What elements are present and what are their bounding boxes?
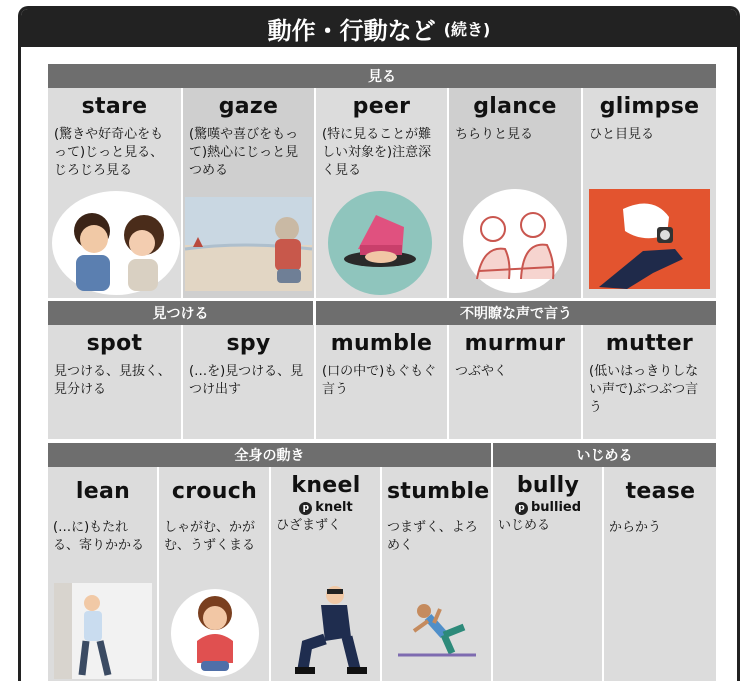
vocabulary-panel xyxy=(18,6,740,681)
word-spot: spot xyxy=(86,331,143,356)
section-header-miru: 見る xyxy=(48,64,716,88)
def-mutter: (低いはっきりしない声で)ぶつぶつ言う xyxy=(589,364,699,415)
def-bully: いじめる xyxy=(498,518,551,533)
def-mumble: (口の中で)もぐもぐ言う xyxy=(322,364,437,397)
card-tease xyxy=(604,467,716,681)
word-kneel: kneel xyxy=(291,473,361,498)
word-murmur: murmur xyxy=(464,331,566,356)
card-murmur xyxy=(449,325,581,439)
gaze-illustration xyxy=(183,187,314,295)
title-banner xyxy=(21,9,737,47)
row-divider-2 xyxy=(48,439,716,442)
word-mumble: mumble xyxy=(330,331,433,356)
word-gaze: gaze xyxy=(218,94,279,119)
word-bully: bully xyxy=(516,473,580,498)
word-stumble: stumble xyxy=(387,479,490,504)
glimpse-illustration xyxy=(583,187,716,295)
past-tense-marker: p xyxy=(515,502,528,515)
def-murmur: つぶやく xyxy=(455,364,508,379)
past-kneel: knelt xyxy=(315,500,353,515)
section-header-mitsukeru: 見つける xyxy=(48,301,313,325)
card-mumble xyxy=(316,325,447,439)
page-subtitle: (続き) xyxy=(443,19,491,39)
card-spot xyxy=(48,325,181,439)
word-lean: lean xyxy=(75,479,131,504)
word-spy: spy xyxy=(226,331,271,356)
section-header-fumeiryo: 不明瞭な声で言う xyxy=(316,301,716,325)
def-gaze: (驚嘆や喜びをもって)熱心にじっと見つめる xyxy=(189,127,299,178)
word-tease: tease xyxy=(625,479,696,504)
word-stare: stare xyxy=(81,94,148,119)
peer-illustration xyxy=(316,187,447,295)
stumble-illustration xyxy=(388,583,486,679)
def-kneel: ひざまずく xyxy=(276,518,342,533)
section-header-zenshin: 全身の動き xyxy=(48,443,491,467)
def-spot: 見つける、見抜く、見分ける xyxy=(54,364,171,397)
def-glimpse: ひと目見る xyxy=(589,127,655,142)
def-peer: (特に見ることが難しい対象を)注意深く見る xyxy=(322,127,432,178)
stare-illustration xyxy=(48,187,181,295)
word-mutter: mutter xyxy=(605,331,694,356)
crouch-illustration xyxy=(167,583,263,679)
word-glimpse: glimpse xyxy=(599,94,700,119)
card-spy xyxy=(183,325,314,439)
page-title: 動作・行動など xyxy=(267,16,436,45)
def-tease: からかう xyxy=(609,520,662,535)
def-crouch: しゃがむ、かがむ、うずくまる xyxy=(164,520,256,553)
glance-illustration xyxy=(449,187,581,295)
past-tense-kneel xyxy=(276,500,376,515)
def-stumble: つまずく、よろめく xyxy=(387,520,478,553)
def-spy: (…を)見つける、見つけ出す xyxy=(189,364,304,397)
past-tense-marker: p xyxy=(299,502,312,515)
word-glance: glance xyxy=(473,94,557,119)
word-crouch: crouch xyxy=(171,479,258,504)
def-lean: (…に)もたれる、寄りかかる xyxy=(53,520,145,553)
past-tense-bully xyxy=(498,500,598,515)
lean-illustration xyxy=(54,583,154,679)
section-header-ijimeru: いじめる xyxy=(493,443,716,467)
card-mutter xyxy=(583,325,716,439)
kneel-illustration xyxy=(277,581,377,679)
def-stare: (驚きや好奇心をもって)じっと見る、じろじろ見る xyxy=(54,127,164,178)
past-bully: bullied xyxy=(530,500,582,515)
word-peer: peer xyxy=(352,94,411,119)
card-bully xyxy=(493,467,602,681)
def-glance: ちらりと見る xyxy=(455,127,534,142)
